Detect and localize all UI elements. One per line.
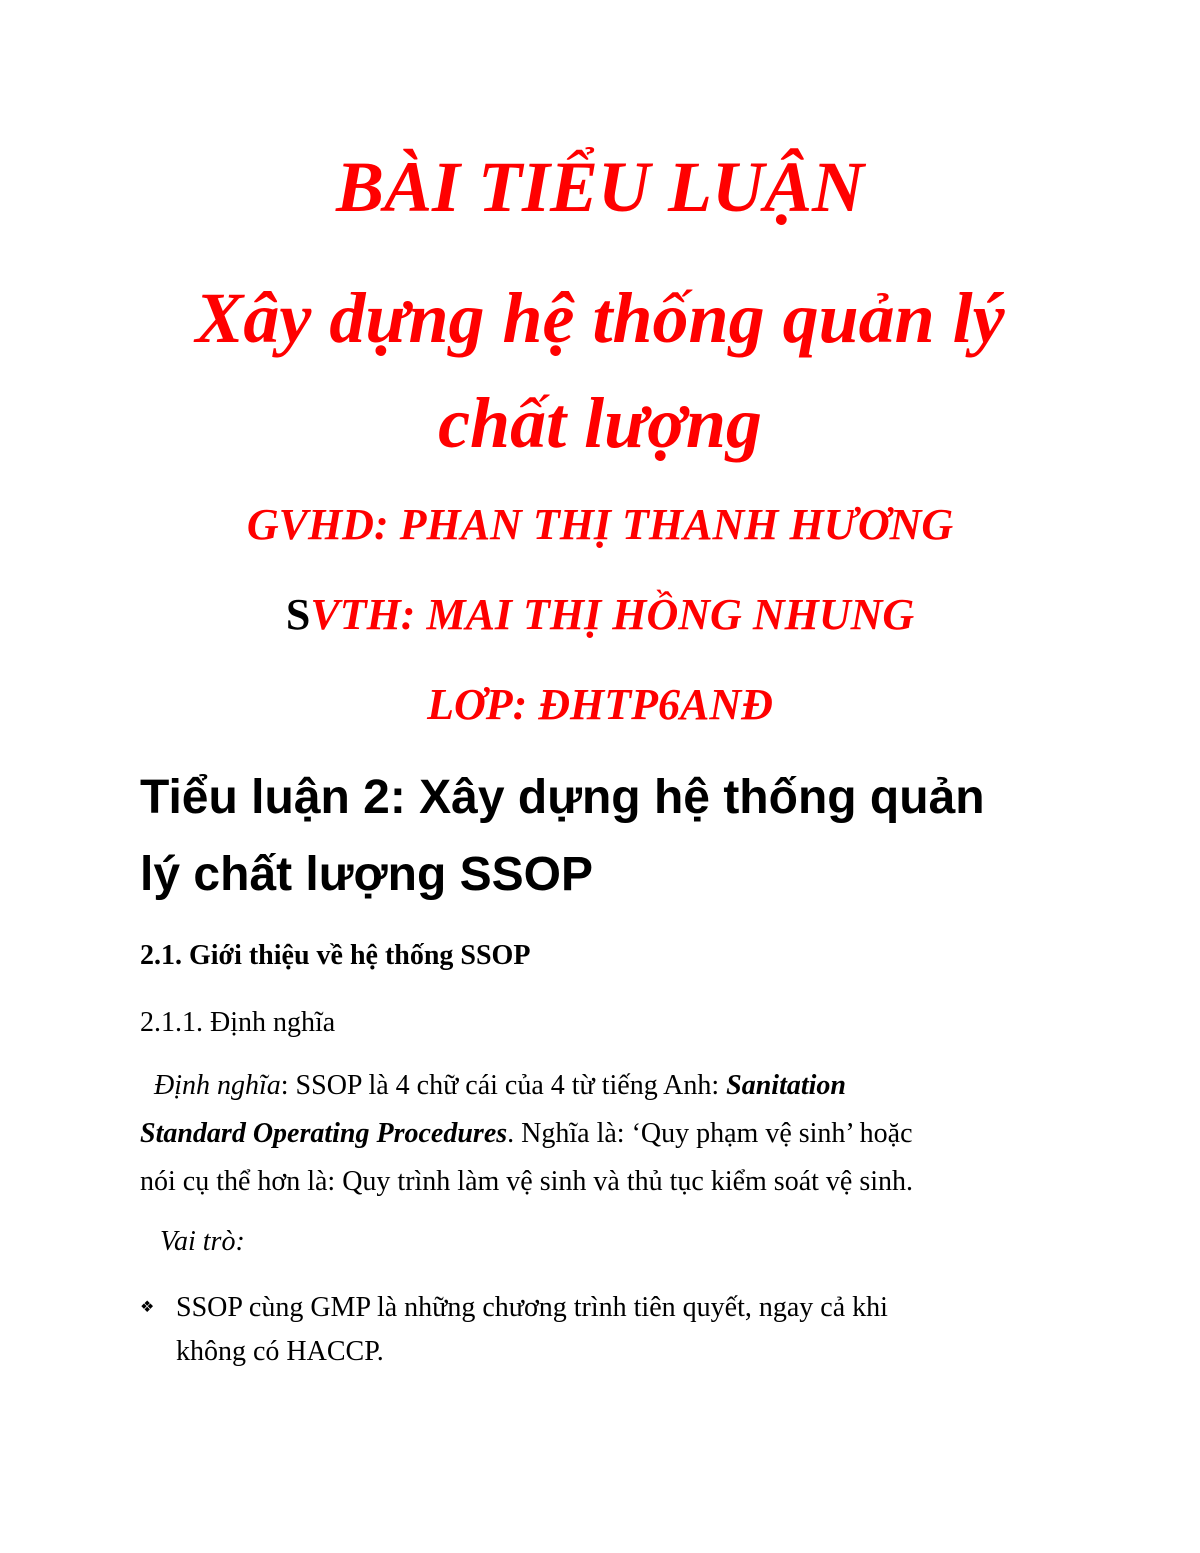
- definition-line3: nói cụ thể hơn là: Quy trình làm vệ sinh và thủ tục kiểm soát vệ sinh.: [140, 1166, 914, 1197]
- sub-heading: 2.1. Giới thiệu về hệ thống SSOP: [140, 940, 531, 971]
- cover-title: BÀI TIỂU LUẬN: [335, 147, 865, 227]
- cover-student: [0, 587, 1200, 643]
- definition-label: Định nghĩa: [154, 1070, 281, 1101]
- definition-line2-text: . Nghĩa là: ‘Quy phạm vệ sinh’ hoặc: [507, 1118, 913, 1149]
- definition-line2-bold: Standard Operating Procedures: [140, 1118, 508, 1149]
- role-label: Vai trò:: [160, 1226, 245, 1257]
- sub-sub-heading: 2.1.1. Định nghĩa: [140, 1007, 336, 1038]
- cover-instructor: GVHD: PHAN THỊ THANH HƯƠNG: [246, 500, 954, 549]
- role-bullet-line2: không có HACCP.: [176, 1336, 384, 1367]
- cover-subtitle-line2: chất lượng: [438, 383, 762, 463]
- diamond-bullet-icon: ❖: [140, 1299, 155, 1316]
- section-heading-line1: Tiểu luận 2: Xây dựng hệ thống quản: [140, 771, 985, 824]
- section-heading-line2: lý chất lượng SSOP: [140, 848, 593, 901]
- role-bullet-line1: SSOP cùng GMP là những chương trình tiên quyết, ngay cả khi: [176, 1292, 888, 1323]
- cover-student-rest: VTH: MAI THỊ HỒNG NHUNG: [310, 590, 915, 639]
- cover-student-prefix: S: [285, 590, 311, 639]
- cover-subtitle-line1: Xây dựng hệ thống quản lý: [195, 278, 1005, 358]
- definition-line1: [140, 1064, 846, 1108]
- cover-class: LƠP: ĐHTP6ANĐ: [427, 680, 773, 729]
- definition-line1-bold: Sanitation: [726, 1070, 846, 1101]
- definition-line2: [140, 1112, 913, 1156]
- definition-line1-text: : SSOP là 4 chữ cái của 4 từ tiếng Anh:: [280, 1070, 727, 1101]
